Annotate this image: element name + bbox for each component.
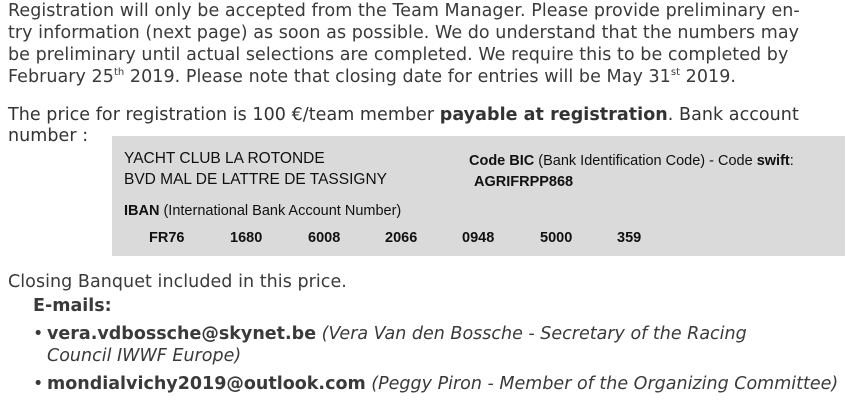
email-description-vera: (Vera Van den Bossche - Secretary of the Racing [316,324,747,344]
bank-account-text: . Bank account [667,105,799,125]
superscript-st: st [670,67,681,78]
bank-address: BVD MAL DE LATTRE DE TASSIGNY [124,171,387,188]
iban-group-4: 2066 [385,230,418,246]
iban-description: (International Bank Account Number) [159,203,402,219]
iban-group-3: 6008 [308,230,341,246]
intro-line-4 [8,66,836,88]
iban-heading [124,203,401,219]
email-link-mondial[interactable]: mondialvichy2019@outlook.com [47,374,366,394]
payable-at-registration: payable at registration [439,105,668,125]
iban-label: IBAN [124,203,160,219]
superscript-th: th [113,67,125,78]
iban-group-7: 359 [617,230,642,246]
price-text: The price for registration is 100 €/team member [8,105,440,125]
bic-heading: Code BIC (Bank Identification Code) - Code swift: [469,153,794,169]
email-description-mondial: (Peggy Piron - Member of the Organizing Committee) [365,374,839,394]
bank-name: YACHT CLUB LA ROTONDE [124,150,325,167]
bullet-icon: • [33,374,44,394]
swift-label: swift [756,153,790,169]
bullet-icon: • [33,324,44,344]
email-description-vera-cont: Council IWWF Europe) [47,346,242,366]
emails-heading: E-mails: [33,296,112,316]
price-line-2: number : [8,126,89,146]
closing-year: 2019. [680,67,737,87]
bic-label: Code BIC [469,153,535,169]
banquet-text: Closing Banquet included in this price. [8,272,347,292]
intro-paragraph [8,0,836,88]
email-item-mondial [33,373,838,395]
iban-group-5: 0948 [462,230,495,246]
iban-group-6: 5000 [540,230,573,246]
email-item-vera [33,323,747,367]
intro-line-3: be preliminary until actual selections are completed. We require this to be completed by [8,45,789,65]
price-line-1 [8,104,836,126]
email-link-vera[interactable]: vera.vdbossche@skynet.be [47,324,317,344]
bic-description: (Bank Identification Code) - Code [534,153,757,169]
iban-group-1: FR76 [149,230,185,246]
bank-details-box [112,136,845,256]
bic-value: AGRIFRPP868 [474,174,574,190]
deadline-text: February 25 [8,67,114,87]
intro-line-1: Registration will only be accepted from the Team Manager. Please provide preliminary en- [8,1,800,21]
closing-text: 2019. Please note that closing date for entries will be May 31 [124,67,671,87]
iban-group-2: 1680 [230,230,263,246]
intro-line-2: try information (next page) as soon as possible. We do understand that the numbers may [8,23,800,43]
